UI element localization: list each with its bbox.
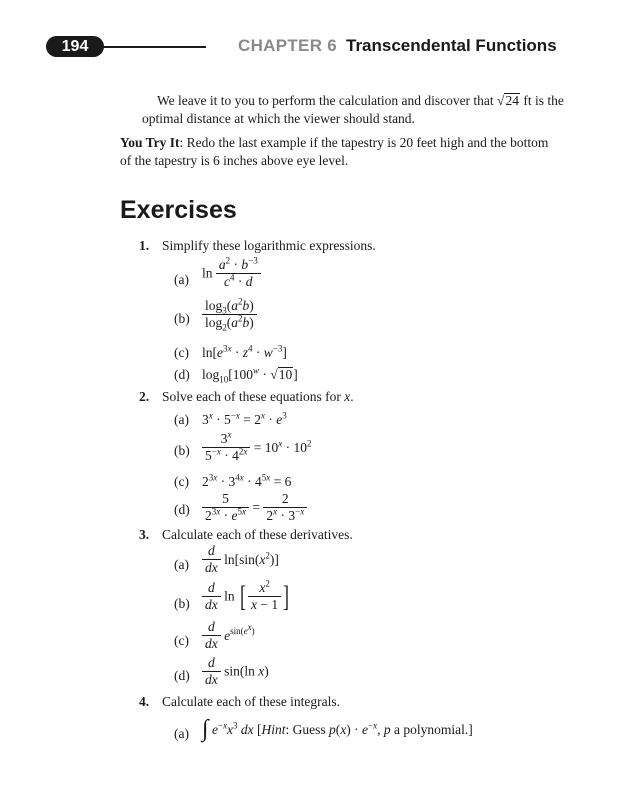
q1a-label: (a): [174, 272, 189, 287]
q2d-label: (d): [174, 502, 190, 517]
q3d-label: (d): [174, 668, 190, 683]
q3b-expression: $\frac{d}{dx}$ ln [ $\frac{x^2}{x - 1}$ ]: [202, 580, 291, 613]
q3-number: 3.: [139, 527, 150, 542]
q1-number: 1.: [139, 238, 150, 253]
q1c-expression: $\ln[e^{3x} \cdot z^4 \cdot w^{-3}]$: [202, 343, 287, 360]
q3c-expression: $\frac{d}{dx}$ $e^{sin(e^x)}$: [202, 619, 255, 652]
q2a-label: (a): [174, 412, 189, 427]
intro-line-1: [157, 92, 564, 110]
q4-text: Calculate each of these integrals.: [162, 694, 341, 709]
page-number-badge: 194: [46, 36, 104, 57]
sqrt-symbol: √: [497, 93, 505, 108]
chapter-title: Transcendental Functions: [346, 36, 557, 55]
q4a-label: (a): [174, 726, 189, 741]
q2d-expression: $\frac{5}{2^{3x} \cdot e^{5x}}$ = $\frac{2}{2^x \cdot 3^{-x}}$: [202, 491, 307, 524]
q3a-expression: $\frac{d}{dx}$ $\ln[\sin(x^2)]$: [202, 543, 279, 576]
q1b-label: (b): [174, 311, 190, 326]
q2a-expression: $3^x \cdot 5^{-x} = 2^x \cdot e^3$: [202, 410, 287, 427]
q2-number: 2.: [139, 389, 150, 404]
intro-line-2: optimal distance at which the viewer should stand.: [142, 111, 415, 126]
q3c-label: (c): [174, 633, 189, 648]
try-it-text: : Redo the last example if the tapestry is 20 feet high and the bottom: [179, 135, 549, 150]
header-rule: [100, 46, 206, 48]
q1d-expression: $\log_{10}[100^w \cdot √10]$: [202, 365, 298, 385]
q3b-label: (b): [174, 596, 190, 611]
q1-text: Simplify these logarithmic expressions.: [162, 238, 376, 253]
q3a-label: (a): [174, 557, 189, 572]
try-it-line-1: [120, 134, 548, 152]
q2c-expression: $2^{3x} \cdot 3^{4x} \cdot 4^{5x} = 6$: [202, 472, 292, 489]
q4-number: 4.: [139, 694, 150, 709]
q1c-label: (c): [174, 345, 189, 360]
q1d-label: (d): [174, 367, 190, 382]
try-it-line-2: of the tapestry is 6 inches above eye level.: [120, 153, 349, 168]
sqrt-value: 24: [505, 93, 519, 108]
chapter-label: CHAPTER 6: [238, 36, 338, 55]
q3-text: Calculate each of these derivatives.: [162, 527, 353, 542]
q2b-expression: $\frac{3^x}{5^{-x} \cdot 4^{2x}}$ = $10^x \cdot 10^2$: [202, 431, 311, 464]
exercises-heading: Exercises: [120, 196, 237, 224]
q1b-expression: $\frac{\log_3(a^2b)}{\log_2(a^2b)}$: [202, 298, 257, 331]
try-it-label: You Try It: [120, 135, 180, 150]
q2-text: Solve each of these equations for x.: [162, 389, 354, 404]
q2b-label: (b): [174, 443, 190, 458]
q3d-expression: $\frac{d}{dx}$ sin(ln x): [202, 655, 269, 688]
intro-text-post: ft is the: [519, 93, 564, 108]
q4a-expression: ∫ $e^{-x}x^3$ dx [Hint: Guess $p(x) \cdot e^{-x}$, p a polynomial.]: [202, 716, 473, 742]
q1a-expression: ln $\frac{a^2 \cdot b^{-3}}{c^4 \cdot d}$: [202, 257, 261, 290]
hint-label: Hint: [261, 721, 286, 737]
q2c-label: (c): [174, 474, 189, 489]
intro-text-pre: We leave it to you to perform the calculation and discover that: [157, 93, 498, 108]
